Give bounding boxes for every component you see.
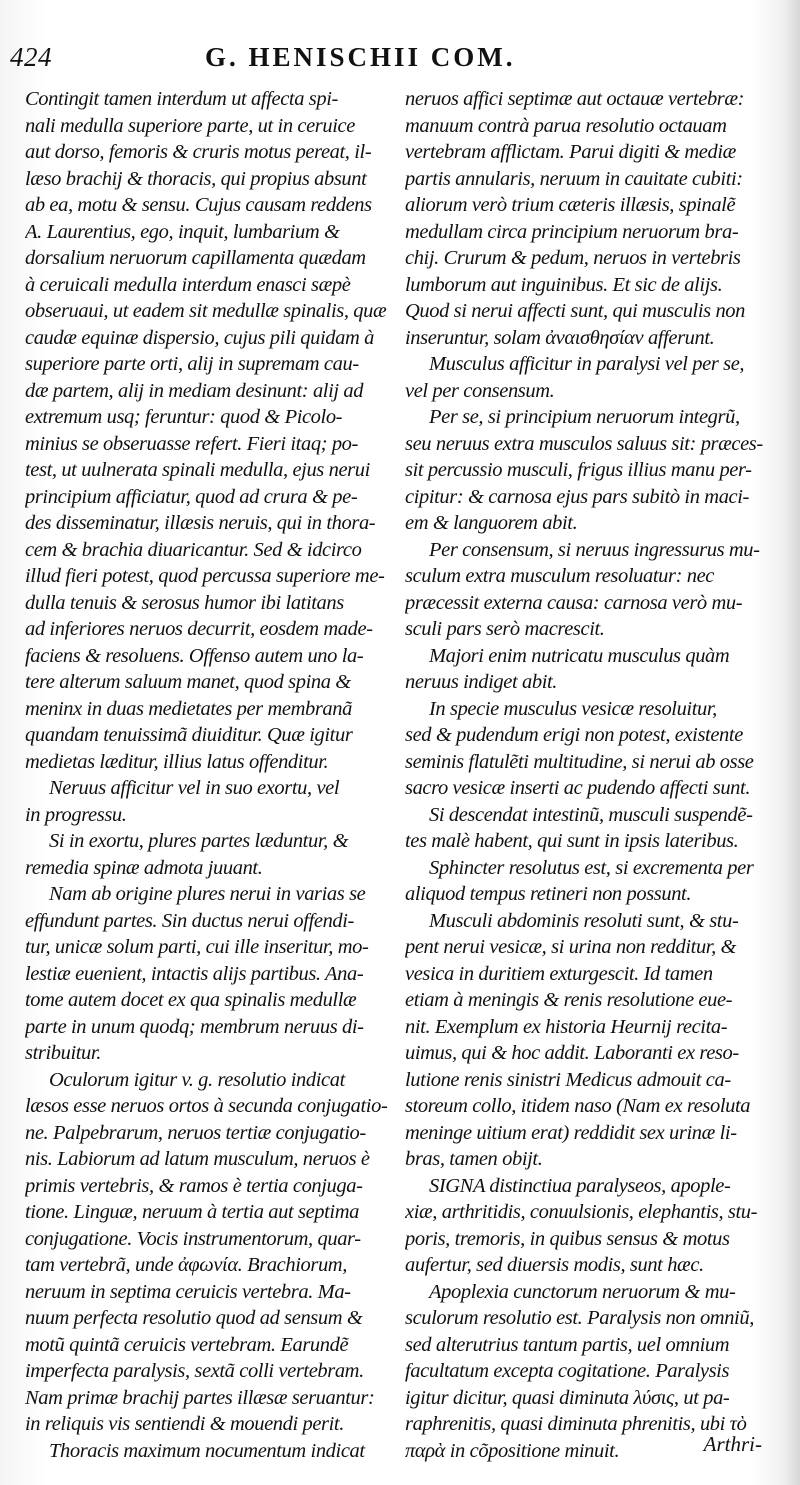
text-line: aliquod tempus retineri non possunt. — [405, 883, 692, 905]
text-line: meninx in duas medietates per membranã — [25, 697, 352, 720]
text-line: Quod si nerui affecti sunt, qui musculis non — [405, 300, 745, 322]
text-line: dulla tenuis & serosus humor ibi latitans — [25, 591, 344, 614]
text-line: A. Laurentius, ego, inquit, lumbarium & — [25, 220, 340, 243]
text-line: sculorum resolutio est. Paralysis non omniũ, — [405, 1307, 754, 1329]
text-line: raphrenitis, quasi diminuta phrenitis, ubi τὸ — [405, 1413, 747, 1435]
text-line: extremum usq; feruntur: quod & Picolo- — [25, 406, 343, 428]
text-line: tere alterum saluum manet, quod spina & — [25, 671, 351, 693]
text-line: in reliquis vis sentiendi & mouendi perit. — [25, 1413, 344, 1435]
text-line: facultatum excepta cogitatione. Paralysis — [405, 1360, 730, 1382]
text-line: SIGNA distinctiua paralyseos, apople- — [429, 1174, 731, 1197]
text-line: seu neruus extra musculos saluus sit: præces- — [405, 432, 763, 455]
text-line: Majori enim nutricatu musculus quàm — [429, 644, 730, 667]
text-line: manuum contrà parua resolutio octauam — [405, 114, 727, 137]
text-line: παρὰ in cõpositione minuit. — [405, 1439, 620, 1462]
text-line: faciens & resoluens. Offenso autem uno la- — [25, 644, 364, 667]
catchword: Arthri- — [703, 1432, 762, 1456]
text-line: Si in exortu, plures partes læduntur, & — [49, 830, 349, 852]
text-line: conjugatione. Vocis instrumentorum, quar- — [25, 1227, 361, 1250]
text-line: remedia spinæ admota juuant. — [25, 856, 263, 879]
text-line: xiæ, arthritidis, conuulsionis, elephantis, stu- — [405, 1201, 758, 1223]
text-line: læso brachij & thoracis, qui propius absunt — [25, 167, 367, 190]
text-line: in progressu. — [25, 803, 127, 826]
text-line: imperfecta paralysis, sextã colli vertebram. — [25, 1360, 364, 1382]
text-line: aufertur, sed diuersis modis, sunt hæc. — [405, 1254, 704, 1276]
text-line: nit. Exemplum ex historia Heurnij recita- — [405, 1015, 728, 1038]
text-line: principium afficiatur, quod ad crura & pe- — [25, 485, 358, 508]
text-line: storeum collo, itidem naso (Nam ex resoluta — [405, 1095, 751, 1117]
text-line: primis vertebris, & ramos è tertia conjuga- — [25, 1174, 363, 1197]
text-line: lestiæ euenient, intactis alijs partibus. Ana- — [25, 962, 364, 985]
text-line: uimus, qui & hoc addit. Laboranti ex reso- — [405, 1042, 739, 1064]
text-line: Oculorum igitur v. g. resolutio indicat — [49, 1068, 345, 1091]
text-line: parte in unum quodq; membrum neruus di- — [25, 1015, 364, 1038]
text-line: neruum in septima ceruicis vertebra. Ma- — [25, 1280, 351, 1303]
text-line: sed & pudendum erigi non potest, existente — [405, 724, 743, 746]
text-line: cem & brachia diuaricantur. Sed & idcirco — [25, 538, 362, 561]
text-line: meninge uitium erat) reddidit sex urinæ li- — [405, 1121, 737, 1144]
text-line: inseruntur, solam ἀναισθησίαν afferunt. — [405, 326, 715, 349]
text-line: igitur dicitur, quasi diminuta λύσις, ut pa- — [405, 1386, 730, 1409]
text-line: tome autem docet ex qua spinalis medullæ — [25, 989, 357, 1011]
text-line: dorsalium neruorum capillamenta quædam — [25, 247, 366, 269]
page-edge-shadow — [782, 0, 800, 1485]
text-line: Nam ab origine plures nerui in varias se — [49, 883, 366, 905]
text-line: partis annularis, neruum in cauitate cubiti: — [405, 167, 743, 190]
text-line: In specie musculus vesicæ resoluitur, — [429, 697, 717, 720]
text-line: Musculus afficitur in paralysi vel per se, — [429, 353, 745, 375]
text-line: tam vertebrã, unde ἀφωνία. Brachiorum, — [25, 1254, 347, 1276]
text-line: nali medulla superiore parte, ut in ceruice — [25, 114, 355, 137]
text-line: Thoracis maximum nocumentum indicat — [49, 1439, 365, 1462]
text-line: bras, tamen obijt. — [405, 1148, 543, 1170]
text-line: Contingit tamen interdum ut affecta spi- — [25, 88, 338, 110]
text-line: aliorum verò trium cæteris illæsis, spinalẽ — [405, 194, 736, 216]
text-line: Musculi abdominis resoluti sunt, & stu- — [429, 909, 739, 932]
text-line: ad inferiores neruos decurrit, eosdem made- — [25, 618, 373, 640]
text-line: Neruus afficitur vel in suo exortu, vel — [49, 777, 340, 799]
text-line: sed alterutrius tantum partis, uel omnium — [405, 1333, 730, 1356]
text-line: quandam tenuissimã diuiditur. Quæ igitur — [25, 724, 353, 746]
text-line: dæ partem, alij in mediam desinunt: alij ad — [25, 379, 364, 402]
text-line: vel per consensum. — [405, 379, 555, 402]
text-line: medullam circa principium neruorum bra- — [405, 220, 739, 243]
text-line: tes malè habent, qui sunt in ipsis lateribus. — [405, 830, 739, 852]
running-head: G. HENISCHII COM. — [205, 42, 516, 72]
text-line: neruus indiget abit. — [405, 671, 558, 693]
text-line: Per se, si principium neruorum integrũ, — [429, 406, 740, 428]
text-line: neruos affici septimæ aut octauæ vertebræ: — [405, 88, 745, 110]
text-line: caudæ equinæ dispersio, cujus pili quidam à — [25, 326, 374, 349]
text-line: superiore parte orti, alij in supremam cau- — [25, 353, 359, 375]
text-line: sculum extra musculum resoluatur: nec — [405, 565, 714, 587]
text-line: lumborum aut inguinibus. Et sic de alijs. — [405, 273, 723, 296]
text-line: stribuitur. — [25, 1042, 101, 1064]
text-line: ne. Palpebrarum, neruos tertiæ conjugatio- — [25, 1121, 366, 1144]
text-line: præcessit externa causa: carnosa verò mu- — [405, 591, 743, 614]
text-line: illud fieri potest, quod percussa superiore me- — [25, 565, 385, 587]
text-line: ab ea, motu & sensu. Cujus causam reddens — [25, 194, 372, 216]
text-line: tione. Linguæ, neruum à tertia aut septima — [25, 1201, 359, 1223]
text-line: sacro vesicæ inserti ac pudendo affecti sunt. — [405, 777, 751, 799]
text-line: test, ut uulnerata spinali medulla, ejus nerui — [25, 459, 370, 481]
text-line: medietas læditur, illius latus offenditur. — [25, 750, 329, 773]
text-line: cipitur: & carnosa ejus pars subitò in maci- — [405, 485, 749, 508]
right-text-column — [405, 86, 785, 1464]
text-line: vertebram afflictam. Parui digiti & mediæ — [405, 141, 736, 163]
text-line: nis. Labiorum ad latum musculum, neruos è — [25, 1148, 370, 1170]
text-line: des disseminatur, illæsis neruis, qui in thora- — [25, 512, 376, 534]
text-line: etiam à meningis & renis resolutione eue- — [405, 989, 733, 1011]
text-line: chij. Crurum & pedum, neruos in vertebris — [405, 247, 741, 269]
text-line: poris, tremoris, in quibus sensus & motus — [405, 1227, 730, 1250]
text-line: pent nerui vesicæ, si urina non redditur, & — [405, 936, 737, 958]
page-header — [0, 42, 800, 82]
text-line: sit percussio musculi, frigus illius manu per- — [405, 459, 752, 481]
text-line: tur, unicæ solum parti, cui ille inseritur, mo- — [25, 936, 369, 958]
text-line: Nam primæ brachij partes illæsæ seruantur: — [25, 1386, 375, 1409]
text-line: Per consensum, si neruus ingressurus mu- — [429, 538, 760, 561]
text-line: motũ quintã ceruicis vertebram. Earundẽ — [25, 1333, 349, 1356]
left-text-column — [25, 86, 397, 1464]
text-line: Sphincter resolutus est, si excrementa per — [429, 856, 754, 879]
text-line: aut dorso, femoris & cruris motus pereat, il- — [25, 141, 372, 163]
text-line: Si descendat intestinũ, musculi suspendẽ- — [429, 803, 753, 826]
text-line: effundunt partes. Sin ductus nerui offendi- — [25, 909, 354, 932]
page-number: 424 — [10, 42, 52, 72]
text-line: sculi pars serò macrescit. — [405, 618, 605, 640]
text-line: minius se obseruasse refert. Fieri itaq; po- — [25, 432, 358, 455]
text-line: læsos esse neruos ortos à secunda conjugatio- — [25, 1095, 388, 1117]
text-line: lutione renis sinistri Medicus admouit ca- — [405, 1068, 731, 1091]
text-line: obseruaui, ut eadem sit medullæ spinalis, quæ — [25, 300, 387, 322]
text-line: Apoplexia cunctorum neruorum & mu- — [429, 1280, 736, 1303]
text-line: à ceruicali medulla interdum enasci sæpè — [25, 273, 351, 296]
text-line: nuum perfecta resolutio quod ad sensum & — [25, 1307, 363, 1329]
text-line: seminis flatulẽti multitudine, si nerui ab osse — [405, 750, 754, 773]
text-line: vesica in duritiem exturgescit. Id tamen — [405, 962, 713, 985]
text-line: em & languorem abit. — [405, 512, 578, 534]
